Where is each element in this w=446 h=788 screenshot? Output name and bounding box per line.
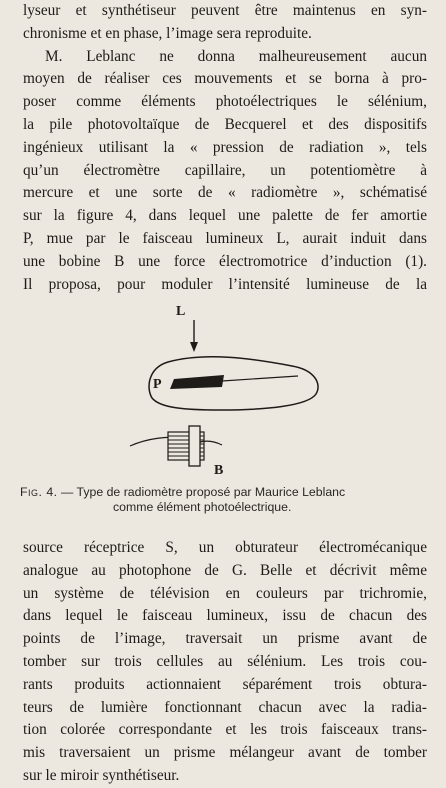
text-line: P, mue par le faisceau lumineux L, aurait induit dans [23,229,427,247]
caption-line-2: comme élément photoélectrique. [113,500,292,514]
iron-palette [170,375,224,389]
text-line: M. Leblanc ne donna malheureusement aucun [45,47,427,65]
text-line: mercure et une sorte de « radiomètre », schématisé [23,184,427,202]
text-line: moyen de réaliser ces mouvements et se borna à pro- [23,70,427,88]
radiometer-figure [0,290,446,480]
label-p: P [153,377,162,392]
text-line: dans lequel le faisceau lumineux, issu de chacun des [23,607,427,625]
text-line: poser comme éléments photoélectriques le sélénium, [23,93,427,111]
induction-coil [130,426,222,466]
caption-prefix: Fig. 4. [20,485,58,499]
text-line: qu’un électromètre capillaire, un potentiomètre à [23,161,427,179]
text-line: Il proposa, pour moduler l’intensité lumineuse de la [23,275,427,293]
text-line: chronisme et en phase, l’image sera reproduite. [23,24,312,42]
text-line: tion colorée correspondante et les trois faisceaux trans- [23,721,427,739]
top-paragraph [23,0,427,296]
text-line: ingénieux utilisant la « pression de radiation », tels [23,138,427,156]
text-line: teurs de lumière fonctionnant chacun avec la radia- [23,698,427,716]
caption-line-1: — Type de radiomètre proposé par Maurice Leblanc [61,485,346,499]
text-line: lyseur et synthétiseur peuvent être maintenus en syn- [23,2,427,19]
bottom-paragraph [23,537,427,788]
text-line: mis traversaient un prisme mélangeur avant de tomber [23,744,427,762]
text-line: sur la figure 4, dans lequel une palette de fer amortie [23,207,427,225]
text-line: source réceptrice S, un obturateur électromécanique [23,539,427,556]
text-line: points de l’image, traversait un prisme avant de [23,630,427,648]
text-line: sur le miroir synthétiseur. [23,766,180,784]
text-line: la pile photovoltaïque de Becquerel et des dispositifs [23,115,427,133]
label-l: L [176,304,186,319]
palette-rod [222,376,298,381]
text-line: analogue au photophone de G. Belle et décrivit même [23,561,427,579]
light-ray-arrowhead [190,342,198,352]
text-line: rants produits actionnaient séparément trois obtura- [23,675,427,693]
figure-caption [20,485,426,515]
label-b: B [214,463,224,478]
text-line: tomber sur trois cellules au sélénium. Les trois cou- [23,652,427,670]
text-line: un système de télévision en couleurs par trichromie, [23,584,427,602]
text-line: une bobine B une force électromotrice d’induction (1). [23,252,427,270]
